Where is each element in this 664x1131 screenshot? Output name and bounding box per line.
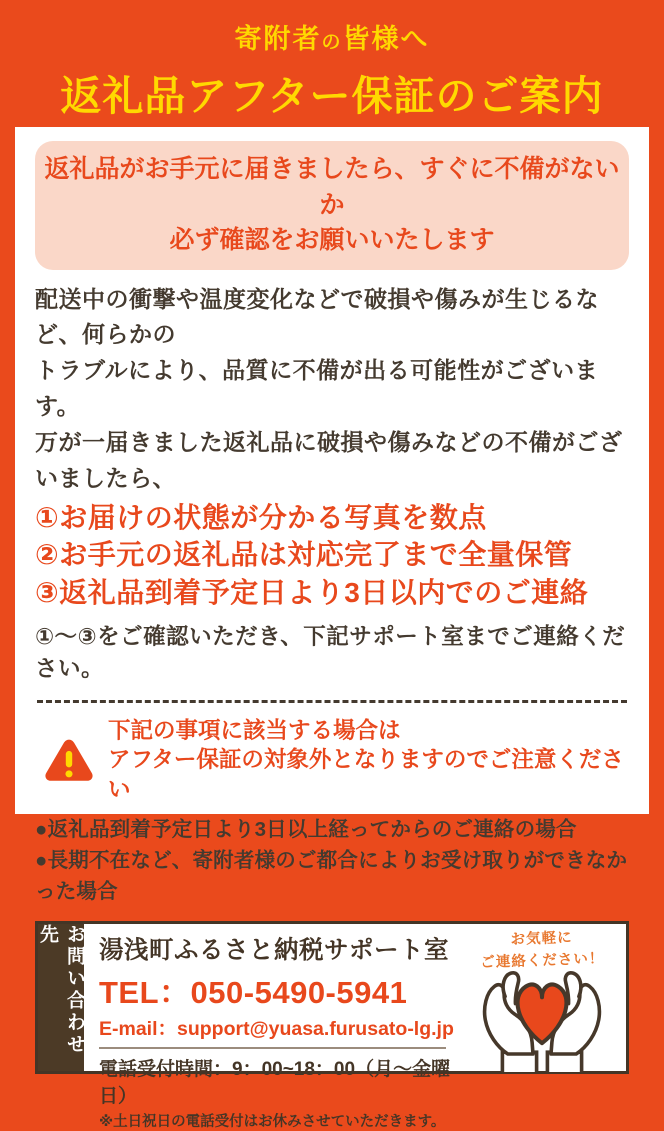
- step-3: ③返礼品到着予定日より3日以内でのご連絡: [35, 576, 589, 608]
- contact-details: [84, 924, 458, 1130]
- warning-triangle-icon: [43, 736, 95, 784]
- email-address: E-mail：support@yuasa.furusato-lg.jp: [99, 1017, 454, 1040]
- warning-line-2: アフター保証の対象外となりますのでご注意ください: [108, 747, 624, 803]
- header-subtitle-part2: 皆様へ: [342, 24, 430, 54]
- contact-box: [35, 921, 629, 1130]
- explanation-paragraph: [35, 282, 629, 497]
- paragraph-line: 配送中の衝撃や温度変化などで破損や傷みが生じるなど、何らかの: [35, 285, 599, 348]
- header-subtitle: [0, 17, 664, 56]
- notice-line-2: 必ず確認をお願いいたします: [169, 226, 495, 254]
- page-title: 返礼品アフター保証のご案内: [60, 73, 604, 119]
- phone-number: TEL：050-5490-5941: [99, 974, 408, 1010]
- exclusion-bullet: ●長期不在など、寄附者様のご都合によりお受け取りができなかった場合: [35, 849, 628, 903]
- hands-holding-heart-icon: [461, 964, 623, 1072]
- header-subtitle-part1: 寄附者: [234, 24, 322, 54]
- paragraph-line: 万が一届きました返礼品に破損や傷みなどの不備がございましたら、: [35, 429, 623, 491]
- phone-hours-note: ※土日祝日の電話受付はお休みさせていただきます。: [99, 1113, 446, 1130]
- content-sheet: [15, 127, 649, 1130]
- header-subtitle-particle: の: [321, 32, 343, 53]
- illustration-caption-line-1: お気軽に: [510, 929, 573, 948]
- step-2: ②お手元の返礼品は対応完了まで全量保管: [35, 539, 573, 571]
- dashed-divider: [37, 700, 627, 703]
- hands-heart-illustration: [458, 924, 626, 1071]
- confirm-instruction: ①～③をご確認いただき、下記サポート室までご連絡ください。: [35, 623, 626, 681]
- notice-line-1: 返礼品がお手元に届きましたら、すぐに不備がないか: [44, 155, 620, 219]
- paragraph-line: トラブルにより、品質に不備が出る可能性がございます。: [35, 357, 599, 420]
- phone-hours: 電話受付時間：9：00~18：00（月～金曜日）: [99, 1058, 451, 1107]
- warning-block: [35, 716, 629, 806]
- header: [0, 0, 664, 127]
- warning-line-1: 下記の事項に該当する場合は: [108, 717, 401, 743]
- exclusion-bullet-list: [35, 815, 629, 907]
- contact-sidebar-label: お問い合わせ先: [38, 924, 84, 1071]
- notice-box: [35, 141, 629, 270]
- required-steps-list: [35, 501, 629, 610]
- exclusion-bullet: ●返礼品到着予定日より3日以上経ってからのご連絡の場合: [35, 818, 577, 842]
- contact-divider: [99, 1047, 446, 1049]
- warning-text: [108, 716, 629, 806]
- step-1: ①お届けの状態が分かる写真を数点: [35, 501, 487, 533]
- support-office-name: 湯浅町ふるさと納税サポート室: [99, 936, 449, 964]
- illustration-caption-line-2: ご連絡ください！: [480, 950, 605, 971]
